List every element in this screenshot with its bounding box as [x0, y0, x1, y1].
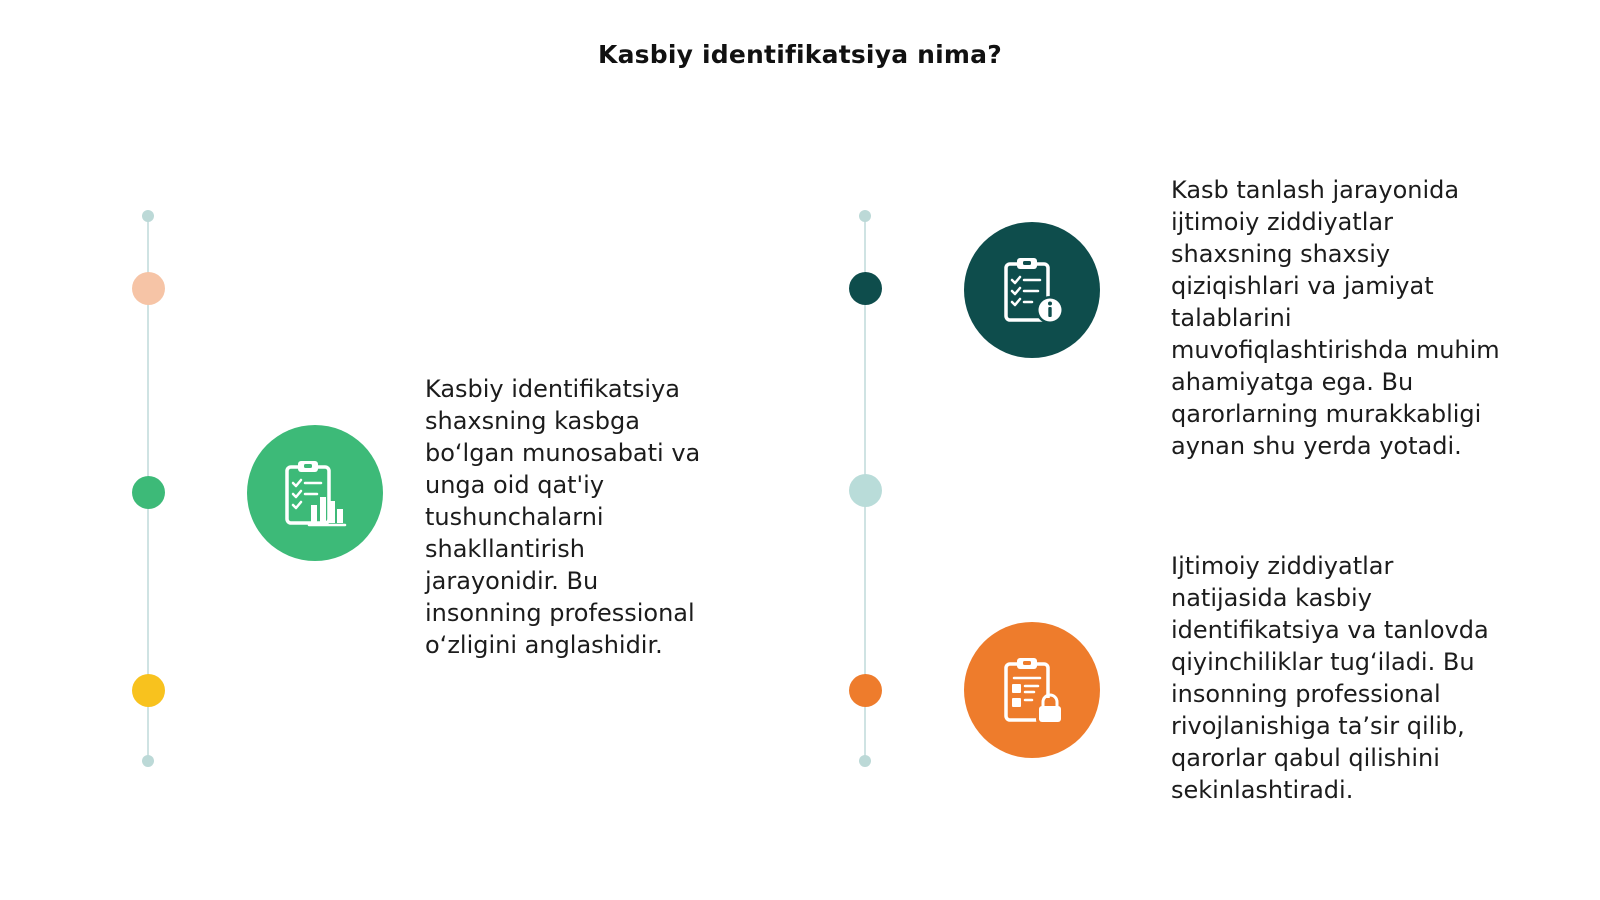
timeline-dot-green — [132, 476, 165, 509]
clipboard-info-icon — [994, 252, 1070, 328]
right-timeline — [848, 210, 882, 770]
clipboard-lock-badge — [964, 622, 1100, 758]
item-text-orange: Ijtimoiy ziddiyatlar natijasida kasbiy identifikatsiya va tanlovda qiyinchiliklar tug‘iladi. Bu insonning professional rivojlanishiga ta’sir qilib, qarorlar qabul qilishini sekinlashtiradi. — [1171, 552, 1489, 804]
page-title: Kasbiy identifikatsiya nima? — [598, 40, 1002, 69]
timeline-end-dot — [142, 210, 154, 222]
timeline-dot-yellow — [132, 674, 165, 707]
clipboard-info-badge — [964, 222, 1100, 358]
timeline-dot-dark-teal — [849, 272, 882, 305]
clipboard-chart-badge — [247, 425, 383, 561]
clipboard-chart-icon — [277, 455, 353, 531]
timeline-dot-orange — [849, 674, 882, 707]
timeline-end-dot — [859, 210, 871, 222]
timeline-dot-peach — [132, 272, 165, 305]
timeline-dot-pale-teal — [849, 474, 882, 507]
left-timeline — [131, 210, 165, 770]
timeline-end-dot — [859, 755, 871, 767]
item-text-green: Kasbiy identifikatsiya shaxsning kasbga bo‘lgan munosabati va unga oid qat'iy tushunchalarni shakllantirish jarayonidir. Bu insonning professional o‘zligini anglashidir. — [425, 375, 701, 659]
clipboard-lock-icon — [994, 652, 1070, 728]
item-text-dark-teal: Kasb tanlash jarayonida ijtimoiy ziddiyatlar shaxsning shaxsiy qiziqishlari va jamiyat talablarini muvofiqlashtirishda muhim ahamiyatga ega. Bu qarorlarning murakkabligi aynan shu yerda yotadi. — [1171, 176, 1500, 460]
timeline-end-dot — [142, 755, 154, 767]
